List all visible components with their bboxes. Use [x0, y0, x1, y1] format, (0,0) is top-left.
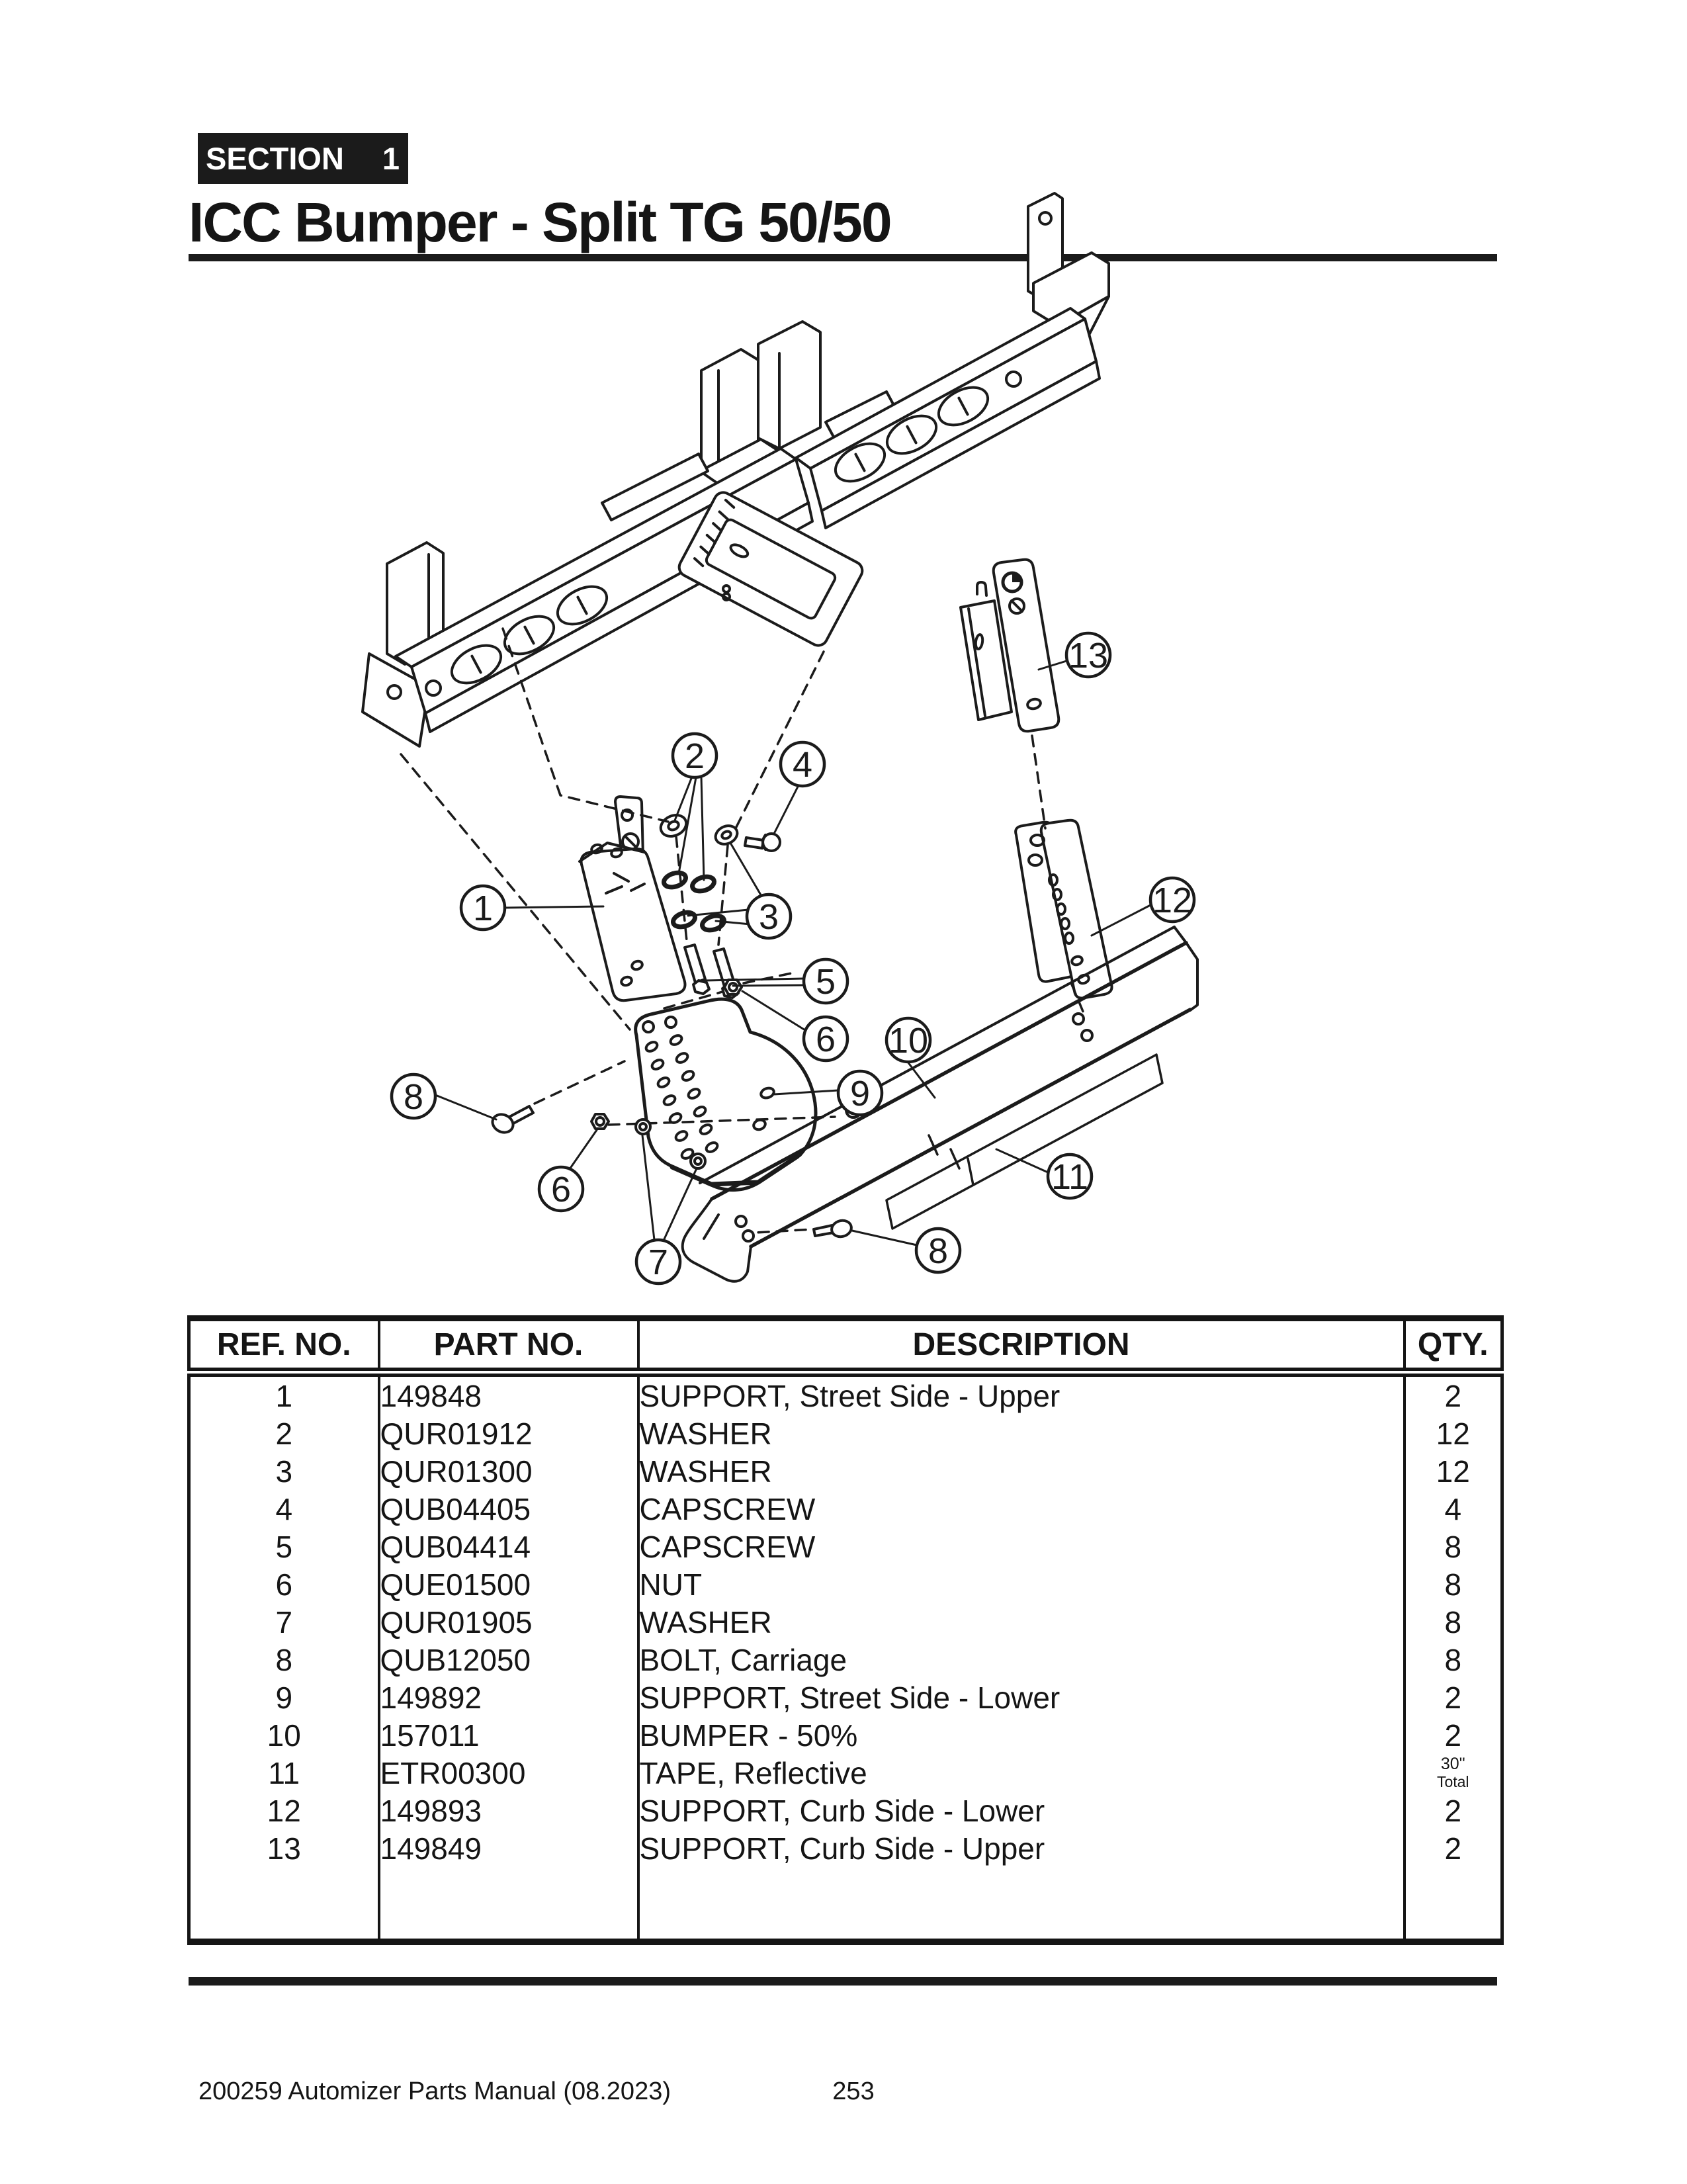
- cell-description: CAPSCREW: [638, 1528, 1405, 1565]
- table-row: [189, 1716, 1502, 1754]
- cell-part-no: QUB12050: [379, 1641, 638, 1679]
- col-qty: QTY.: [1405, 1319, 1502, 1373]
- cell-qty: 2: [1405, 1372, 1502, 1415]
- hardware-carriage-bolt-8-left: [490, 1106, 533, 1136]
- col-ref-no: REF. NO.: [189, 1319, 379, 1373]
- page-title: ICC Bumper - Split TG 50/50: [189, 191, 891, 253]
- section-word: SECTION: [206, 141, 344, 176]
- cell-ref-no: 8: [189, 1641, 379, 1679]
- cell-qty: 8: [1405, 1565, 1502, 1603]
- cell-description: SUPPORT, Curb Side - Upper: [638, 1829, 1405, 1867]
- cell-ref-no: 12: [189, 1792, 379, 1829]
- cell-description: BOLT, Carriage: [638, 1641, 1405, 1679]
- callout-leader-line: [774, 785, 799, 834]
- cell-qty: 8: [1405, 1603, 1502, 1641]
- cell-qty: 2: [1405, 1829, 1502, 1867]
- cell-description: BUMPER - 50%: [638, 1716, 1405, 1754]
- cell-qty: 12: [1405, 1452, 1502, 1490]
- cell-description: TAPE, Reflective: [638, 1754, 1405, 1792]
- cell-part-no: 149848: [379, 1372, 638, 1415]
- cell-qty: 4: [1405, 1490, 1502, 1528]
- cell-description: WASHER: [638, 1603, 1405, 1641]
- hardware-washer-7a: [636, 1119, 650, 1134]
- cell-qty: 12: [1405, 1415, 1502, 1452]
- cell-ref-no: 5: [189, 1528, 379, 1565]
- callout-number: 8: [928, 1231, 949, 1271]
- hardware-washer-7b: [691, 1154, 705, 1168]
- table-row: [189, 1565, 1502, 1603]
- part-9-support-street-lower: [636, 999, 816, 1190]
- cell-description: NUT: [638, 1565, 1405, 1603]
- callout-number: 13: [1068, 636, 1109, 676]
- callout-leader-line: [733, 985, 804, 986]
- cell-ref-no: 1: [189, 1372, 379, 1415]
- callout-number: 6: [815, 1020, 836, 1059]
- hardware-washer-stack: [662, 870, 726, 933]
- callout-leader-line: [730, 843, 762, 897]
- callout-leader-line: [570, 1130, 597, 1169]
- callout-leader-line: [705, 979, 804, 981]
- callout-balloon-11: [996, 1149, 1092, 1198]
- cell-qty: 2: [1405, 1792, 1502, 1829]
- cell-description: CAPSCREW: [638, 1490, 1405, 1528]
- table-row: [189, 1490, 1502, 1528]
- table-row: [189, 1754, 1502, 1792]
- cell-ref-no: 9: [189, 1679, 379, 1716]
- callout-leader-line: [742, 991, 805, 1030]
- callout-number: 4: [792, 745, 813, 785]
- callout-number: 8: [403, 1077, 424, 1117]
- callout-balloon-1: [461, 886, 603, 930]
- table-row: [189, 1452, 1502, 1490]
- hardware-nut-6-lower: [591, 1114, 609, 1129]
- callout-number: 1: [472, 889, 494, 928]
- callout-number: 10: [888, 1021, 929, 1061]
- col-part-no: PART NO.: [379, 1319, 638, 1373]
- table-row: [189, 1829, 1502, 1867]
- callout-number: 7: [648, 1243, 669, 1282]
- table-row: [189, 1528, 1502, 1565]
- col-description: DESCRIPTION: [638, 1319, 1405, 1373]
- bottom-rule: [189, 1977, 1497, 1986]
- cell-empty: [1405, 1867, 1502, 1942]
- table-row: [189, 1641, 1502, 1679]
- cell-qty: 2: [1405, 1679, 1502, 1716]
- cell-ref-no: 6: [189, 1565, 379, 1603]
- cell-ref-no: 11: [189, 1754, 379, 1792]
- callout-number: 11: [1051, 1157, 1089, 1197]
- callout-number: 6: [550, 1170, 572, 1209]
- footer-manual-info: 200259 Automizer Parts Manual (08.2023): [198, 2077, 671, 2105]
- parts-table: [187, 1315, 1504, 1945]
- cell-part-no: 149849: [379, 1829, 638, 1867]
- hardware-capscrew-4: [745, 834, 780, 851]
- cell-description: WASHER: [638, 1452, 1405, 1490]
- hardware-nut-6-upper: [724, 980, 742, 994]
- callout-leader-line: [852, 1231, 917, 1245]
- callout-balloon-8: [392, 1074, 496, 1119]
- callout-balloon-8: [852, 1229, 960, 1272]
- callout-number: 5: [815, 962, 836, 1002]
- cell-part-no: QUB04405: [379, 1490, 638, 1528]
- callout-leader-line: [664, 1168, 697, 1241]
- cell-ref-no: 2: [189, 1415, 379, 1452]
- cell-qty: 8: [1405, 1528, 1502, 1565]
- cell-qty: 30" Total: [1405, 1754, 1502, 1792]
- callout-leader-line: [435, 1095, 496, 1119]
- cell-ref-no: 4: [189, 1490, 379, 1528]
- callout-leader-line: [1092, 905, 1150, 936]
- cell-qty: 8: [1405, 1641, 1502, 1679]
- cell-ref-no: 3: [189, 1452, 379, 1490]
- cell-ref-no: 7: [189, 1603, 379, 1641]
- cell-empty: [189, 1867, 379, 1942]
- hardware-carriage-bolt-8-right: [814, 1219, 853, 1239]
- callout-balloon-10: [887, 1018, 935, 1098]
- cell-part-no: QUR01905: [379, 1603, 638, 1641]
- cell-description: SUPPORT, Curb Side - Lower: [638, 1792, 1405, 1829]
- cell-ref-no: 10: [189, 1716, 379, 1754]
- cell-part-no: ETR00300: [379, 1754, 638, 1792]
- cell-description: SUPPORT, Street Side - Lower: [638, 1679, 1405, 1716]
- cell-part-no: QUR01300: [379, 1452, 638, 1490]
- callout-number: 9: [849, 1074, 871, 1114]
- callout-number: 3: [758, 897, 779, 937]
- cell-part-no: 149893: [379, 1792, 638, 1829]
- callout-leader-line: [701, 777, 704, 880]
- table-row: [189, 1792, 1502, 1829]
- table-row: [189, 1372, 1502, 1415]
- cell-part-no: QUR01912: [379, 1415, 638, 1452]
- callout-leader-line: [505, 906, 603, 908]
- part-12-support-curb-lower: [1016, 820, 1111, 998]
- callout-number: 2: [684, 736, 705, 776]
- table-row: [189, 1603, 1502, 1641]
- section-number: 1: [382, 141, 400, 176]
- callout-leader-line: [679, 777, 696, 873]
- part-13-support-curb-upper: [961, 560, 1059, 732]
- table-filler-row: [189, 1867, 1502, 1942]
- table-header-row: [189, 1319, 1502, 1373]
- cell-ref-no: 13: [189, 1829, 379, 1867]
- cell-description: WASHER: [638, 1415, 1405, 1452]
- cell-empty: [379, 1867, 638, 1942]
- cell-part-no: QUB04414: [379, 1528, 638, 1565]
- footer-page-number: 253: [832, 2077, 875, 2105]
- cell-part-no: 149892: [379, 1679, 638, 1716]
- cell-empty: [638, 1867, 1405, 1942]
- cell-qty: 2: [1405, 1716, 1502, 1754]
- callout-balloon-6: [539, 1130, 597, 1211]
- cell-part-no: QUE01500: [379, 1565, 638, 1603]
- callout-number: 12: [1152, 881, 1193, 920]
- callout-balloon-4: [774, 742, 824, 834]
- cell-description: SUPPORT, Street Side - Upper: [638, 1372, 1405, 1415]
- table-row: [189, 1415, 1502, 1452]
- cell-part-no: 157011: [379, 1716, 638, 1754]
- callout-balloon-12: [1092, 878, 1194, 936]
- table-row: [189, 1679, 1502, 1716]
